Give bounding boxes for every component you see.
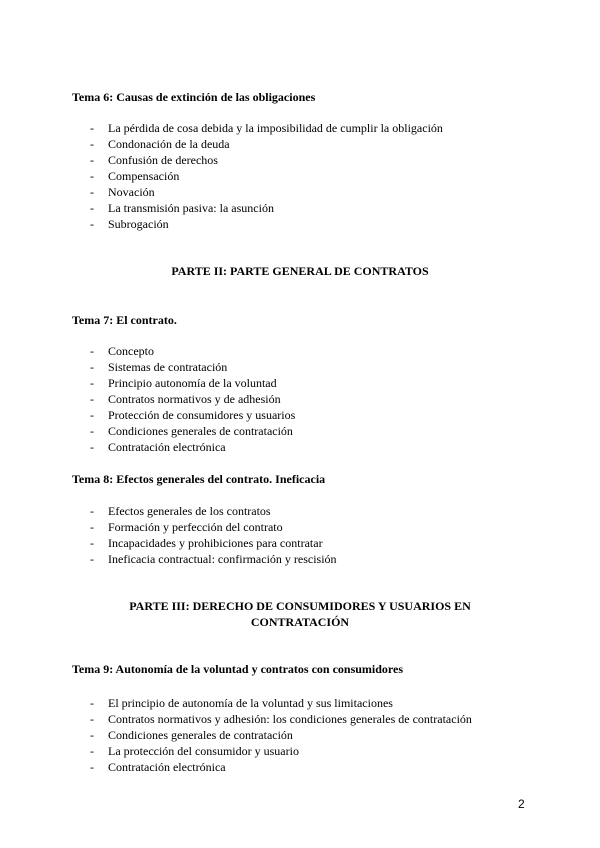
list-dash: -: [90, 344, 94, 358]
list-dash: -: [90, 169, 94, 183]
list-dash: -: [90, 201, 94, 215]
list-dash: -: [90, 728, 94, 742]
list-dash: -: [90, 137, 94, 151]
tema-6-heading: Tema 6: Causas de extinción de las obligaciones: [72, 90, 316, 104]
list-dash: -: [90, 712, 94, 726]
document-page: Tema 6: Causas de extinción de las obligaciones - La pérdida de cosa debida y la imposibilidad de cumplir la obligación - Condonación de la deuda - Confusión de derechos - Compensación - Novación - La transmisión pasiva: la asunción - Subrogación PARTE II: PARTE GENERAL DE CONTRATOS Tema 7: El contrato. - Concepto - Sistemas de contratación - Principio autonomía de la voluntad - Contratos normativos y de adhesión - Protección de consumidores y usuarios - Condiciones generales de contratación - Contratación electrónica Tema 8: Efectos generales del contrato. Ineficacia - Efectos generales de los contratos - Formación y perfección del contrato - Incapacidades y prohibiciones para contratar - Ineficacia contractual: confirmación y rescisión PARTE III: DERECHO DE CONSUMIDORES Y USUARIOS EN CONTRATACIÓN Tema 9: Autonomía de la voluntad y contratos con consumidores - El principio de autonomía de la voluntad y sus limitaciones - Contratos normativos y adhesión: los condiciones generales de contratación - Condiciones generales de contratación - La protección del consumidor y usuario - Contratación electrónica 2: [0, 0, 600, 848]
tema-8-heading: Tema 8: Efectos generales del contrato. Ineficacia: [72, 472, 326, 486]
list-dash: -: [90, 408, 94, 422]
list-dash: -: [90, 744, 94, 758]
page-number: 2: [518, 797, 525, 811]
list-dash: -: [90, 696, 94, 710]
list-dash: -: [90, 536, 94, 550]
list-dash: -: [90, 153, 94, 167]
parte-3-heading-line-1: PARTE III: DERECHO DE CONSUMIDORES Y USUARIOS EN: [129, 599, 471, 613]
parte-2-heading: PARTE II: PARTE GENERAL DE CONTRATOS: [171, 264, 429, 278]
list-dash: -: [90, 121, 94, 135]
list-dash: -: [90, 185, 94, 199]
parte-3-heading-line-2: CONTRATACIÓN: [250, 615, 350, 629]
list-dash: -: [90, 392, 94, 406]
list-dash: -: [90, 424, 94, 438]
list-dash: -: [90, 217, 94, 231]
list-dash: -: [90, 440, 94, 454]
parte-3-heading: [0, 598, 600, 630]
list-dash: -: [90, 552, 94, 566]
list-dash: -: [90, 360, 94, 374]
list-dash: -: [90, 376, 94, 390]
tema-7-heading: Tema 7: El contrato.: [72, 313, 177, 327]
list-dash: -: [90, 760, 94, 774]
tema-9-heading: Tema 9: Autonomía de la voluntad y contratos con consumidores: [72, 662, 404, 676]
list-dash: -: [90, 504, 94, 518]
list-dash: -: [90, 520, 94, 534]
